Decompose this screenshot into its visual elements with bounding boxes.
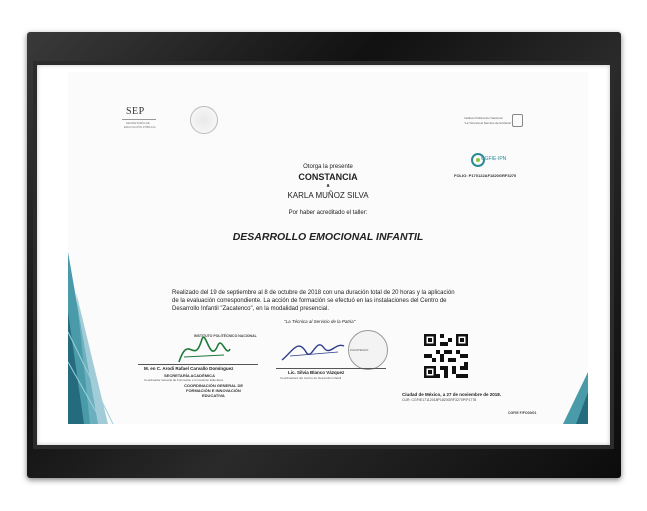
sep-logo-rule xyxy=(122,119,156,120)
left-signer-name: M. en C. Arodi Rafael Carvallo Domínguez xyxy=(144,366,234,371)
middle-stamp: ZACATENCO xyxy=(350,348,369,352)
motto: "La Técnica al Servicio de la Patria" xyxy=(284,319,356,324)
left-stamp-line-2: COORDINACIÓN GENERAL DE xyxy=(184,383,244,388)
eagle-seal-icon xyxy=(190,106,218,134)
sep-logo-sub1: SECRETARÍA DE xyxy=(126,121,150,125)
ipn-shield-icon xyxy=(512,114,523,127)
cgfie-logo-text: CGFIE·IPN xyxy=(481,156,507,162)
left-signature-line xyxy=(138,364,258,365)
left-stamp-line-4: EDUCATIVA xyxy=(202,393,225,398)
sep-logo: SEP xyxy=(126,106,145,117)
reason-text: Por haber acreditado el taller: xyxy=(288,210,368,216)
workshop-title: DESARROLLO EMOCIONAL INFANTIL xyxy=(232,231,424,243)
ipn-logo-motto: "La Técnica al Servicio de la Patria" xyxy=(464,121,512,125)
intro-text: Otorga la presente xyxy=(303,164,353,170)
folio: FOLIO: P170122AF1820GRF3270 xyxy=(454,173,517,178)
sep-logo-sub2: EDUCACIÓN PÚBLICA xyxy=(124,125,156,129)
left-stamp-header: INSTITUTO POLITÉCNICO NACIONAL xyxy=(194,334,257,338)
to-text: a xyxy=(326,183,330,189)
left-stamp-line-3: FORMACIÓN E INNOVACIÓN xyxy=(186,388,241,393)
middle-signature-line xyxy=(276,368,386,369)
place-date: Ciudad de México, a 27 de noviembre de 2018. xyxy=(402,392,502,397)
left-stamp-line-1: SECRETARÍA ACADÉMICA xyxy=(164,373,215,378)
recipient-name: KARLA MUÑOZ SILVA xyxy=(287,191,369,200)
certificate xyxy=(68,72,588,424)
middle-signer-role: Coordinadora del Centro de Desarrollo Infantil xyxy=(280,376,342,380)
left-signer-role: Coordinador General de Formación e Innovación Educativa xyxy=(144,378,224,382)
doc-type: CONSTANCIA xyxy=(298,172,358,182)
ipn-logo-text: Instituto Politécnico Nacional xyxy=(464,116,503,120)
building-graphic-right xyxy=(548,372,588,424)
paragraph-line-1: Realizado del 19 de septiembre al 8 de octubre de 2018 con una duración total de 20 horas y la aplicación xyxy=(172,290,455,296)
paragraph-line-3: Desarrollo Infantil "Zacatenco", en la modalidad presencial. xyxy=(172,306,330,312)
middle-signature xyxy=(278,332,348,368)
middle-signer-name: Lic. Silvia Blanco Vázquez xyxy=(288,370,345,375)
form-code: CGFIE F/FO00/01 xyxy=(508,411,537,415)
cur-code: CUR: CGFIE17112018P1820GRF3270P/P1778 xyxy=(402,398,477,402)
building-graphic-left xyxy=(68,232,148,424)
qr-code-icon xyxy=(424,334,468,378)
paragraph-line-2: de la evaluación correspondiente. La acción de formación se efectuó en las instalaciones del Centro de xyxy=(172,298,447,304)
